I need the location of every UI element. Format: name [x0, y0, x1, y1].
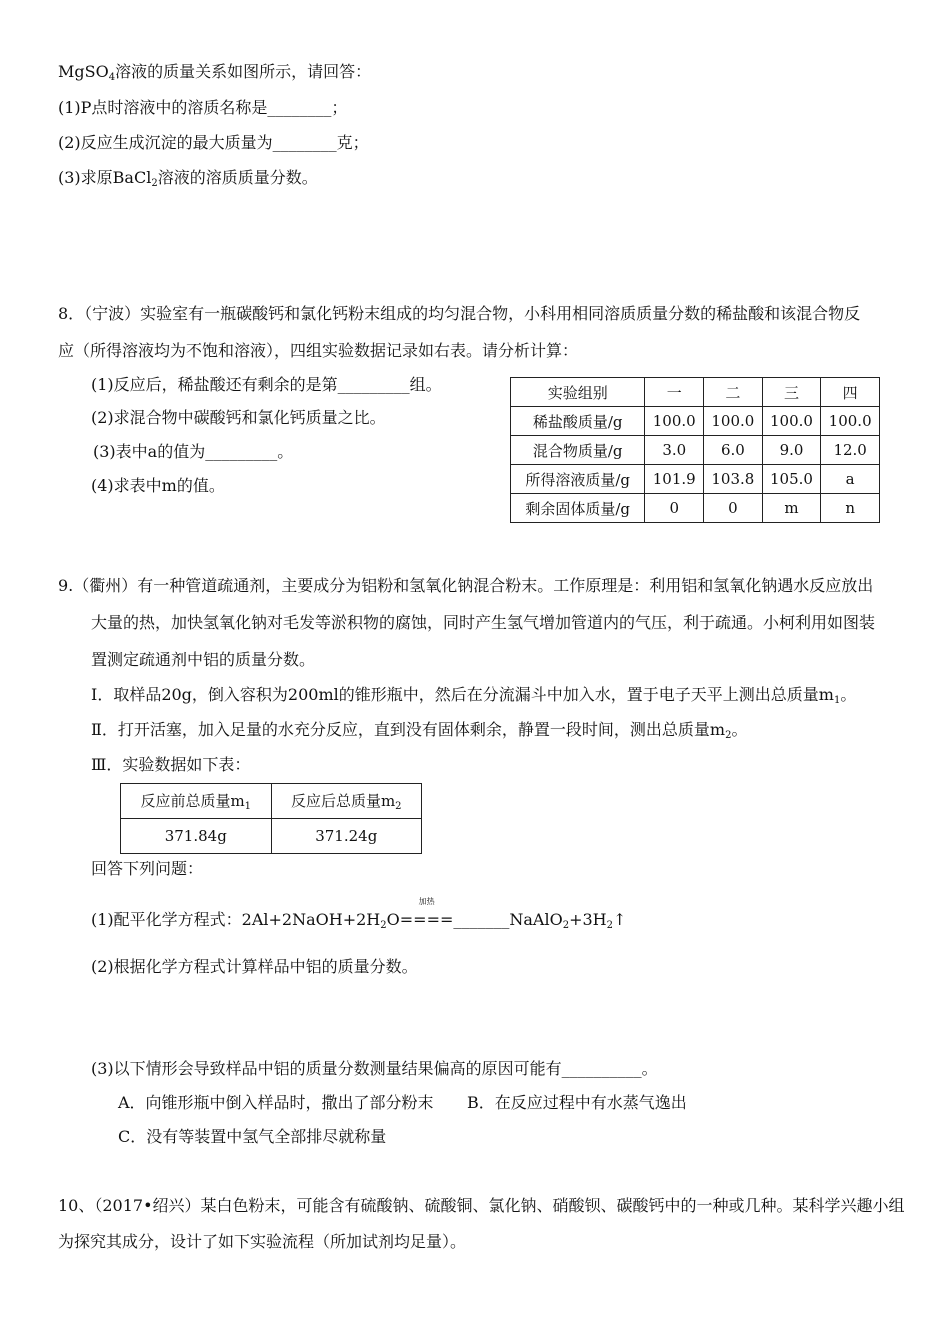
table-cell: 3.0	[645, 436, 704, 465]
table-cell: 371.84g	[121, 819, 272, 854]
q8-data-table	[510, 377, 880, 523]
q8-part4: (4)求表中m的值。	[91, 476, 225, 495]
q7-intro: MgSO$_4$溶液的质量关系如图所示，请回答：	[58, 62, 372, 83]
q8-line1: 8．（宁波）实验室有一瓶碳酸钙和氯化钙粉末组成的均匀混合物，小科用相同溶质质量分数的稀盐酸和该混合物反	[58, 304, 861, 323]
q9-step1: Ⅰ．取样品20g，倒入容积为200ml的锥形瓶中，然后在分流漏斗中加入水，置于电子天平上测出总质量$m_1$。	[91, 685, 857, 706]
table-row	[121, 819, 422, 854]
q9-line3: 置测定疏通剂中铝的质量分数。	[91, 650, 316, 669]
table-cell: 103.8	[704, 465, 763, 494]
q9-equation: (1)配平化学方程式：$2Al+2NaOH+2H_2O$ 加热 $====\_\_\_\_\_\_\_NaAlO_2+3H_2↑$	[91, 910, 626, 936]
table-header-row	[121, 784, 422, 819]
table-cell: 三	[762, 378, 821, 407]
table-header-row	[511, 378, 880, 407]
table-cell: 101.9	[645, 465, 704, 494]
table-cell: 二	[704, 378, 763, 407]
q8-line2: 应（所得溶液均为不饱和溶液），四组实验数据记录如右表。请分析计算：	[58, 341, 579, 360]
table-cell: m	[762, 494, 821, 523]
table-cell: 一	[645, 378, 704, 407]
table-cell: 实验组别	[511, 378, 645, 407]
q9-part2: (2)根据化学方程式计算样品中铝的质量分数。	[91, 957, 418, 976]
reaction-condition: 加热	[418, 897, 435, 906]
table-cell: 6.0	[704, 436, 763, 465]
q9-step2: Ⅱ．打开活塞，加入足量的水充分反应，直到没有固体剩余，静置一段时间，测出总质量$m_2$。	[91, 720, 748, 741]
table-row	[511, 436, 880, 465]
table-cell: a	[821, 465, 880, 494]
q10-line2: 为探究其成分，设计了如下实验流程（所加试剂均足量）。	[58, 1232, 467, 1251]
q9-step3: Ⅲ．实验数据如下表：	[91, 755, 251, 774]
table-row	[511, 465, 880, 494]
q10-line1: 10、（2017•绍兴）某白色粉末，可能含有硫酸钠、硫酸铜、氯化钠、硝酸钡、碳酸钙中的一种或几种。某科学兴趣小组	[58, 1196, 905, 1215]
table-row	[511, 407, 880, 436]
table-cell: 100.0	[645, 407, 704, 436]
q7-part2: (2)反应生成沉淀的最大质量为________克；	[58, 133, 369, 152]
q9-line1: 9.（衢州）有一种管道疏通剂，主要成分为铝粉和氢氧化钠混合粉末。工作原理是：利用铝和氢氧化钠遇水反应放出	[58, 576, 874, 595]
q9-option-c: C．没有等装置中氢气全部排尽就称量	[118, 1127, 387, 1146]
table-cell: 稀盐酸质量/g	[511, 407, 645, 436]
q7-part1: (1)P点时溶液中的溶质名称是________；	[58, 98, 348, 117]
q8-part2: (2)求混合物中碳酸钙和氯化钙质量之比。	[91, 408, 386, 427]
table-row	[511, 494, 880, 523]
table-cell: 剩余固体质量/g	[511, 494, 645, 523]
table-cell: 所得溶液质量/g	[511, 465, 645, 494]
table-cell: 100.0	[762, 407, 821, 436]
table-cell: 0	[704, 494, 763, 523]
q9-option-b: B．在反应过程中有水蒸气逸出	[467, 1093, 687, 1112]
table-cell: 105.0	[762, 465, 821, 494]
q7-part3: (3)求原BaCl$_2$溶液的溶质质量分数。	[58, 168, 318, 189]
q8-part3: (3)表中a的值为_________。	[93, 442, 294, 461]
table-cell: 100.0	[821, 407, 880, 436]
reaction-sign: 加热 ====	[400, 910, 454, 930]
q9-option-a: A．向锥形瓶中倒入样品时，撒出了部分粉末	[118, 1093, 434, 1112]
q9-ask: 回答下列问题：	[91, 859, 204, 878]
q8-part1: (1)反应后，稀盐酸还有剩余的是第_________组。	[91, 375, 442, 394]
table-cell: 反应后总质量$m_2$	[271, 784, 422, 819]
table-cell: 9.0	[762, 436, 821, 465]
table-cell: 371.24g	[271, 819, 422, 854]
table-cell: 反应前总质量$m_1$	[121, 784, 272, 819]
q9-line2: 大量的热，加快氢氧化钠对毛发等淤积物的腐蚀，同时产生氢气增加管道内的气压，利于疏通。小柯利用如图装	[91, 613, 876, 632]
table-cell: 四	[821, 378, 880, 407]
table-cell: 0	[645, 494, 704, 523]
q9-data-table	[120, 783, 422, 854]
table-cell: 100.0	[704, 407, 763, 436]
table-cell: 12.0	[821, 436, 880, 465]
q9-part3: (3)以下情形会导致样品中铝的质量分数测量结果偏高的原因可能有__________。	[91, 1059, 658, 1078]
table-cell: 混合物质量/g	[511, 436, 645, 465]
table-cell: n	[821, 494, 880, 523]
